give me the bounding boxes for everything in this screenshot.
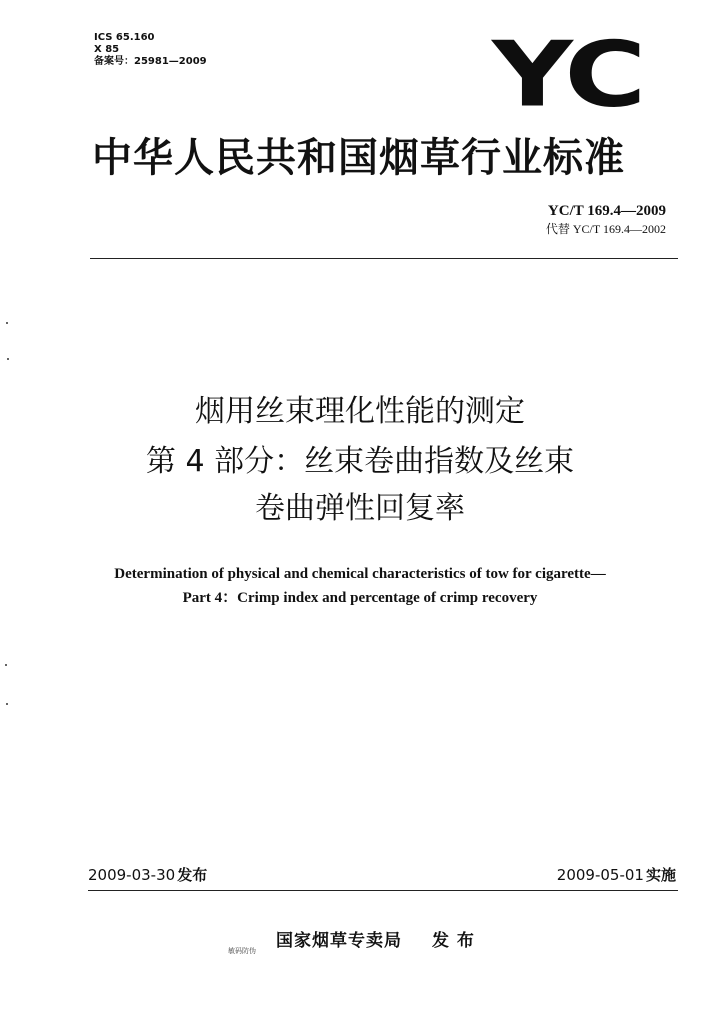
standard-header-title: 中华人民共和国烟草行业标准 <box>92 135 625 181</box>
issuer-action: 发 布 <box>432 931 475 951</box>
issuer-name: 国家烟草专卖局 <box>276 931 402 951</box>
record-number: 备案号：25981—2009 <box>94 56 207 67</box>
replaces-standard: 代替 YC/T 169.4—2002 <box>545 222 666 236</box>
implement-date: 2009-05-01 <box>556 866 644 884</box>
implement-date-line <box>557 864 676 885</box>
publish-date: 2009-03-30 <box>88 866 176 884</box>
yc-logo: YC <box>492 22 642 128</box>
scan-speck <box>6 322 8 324</box>
title-en-line-1: Determination of physical and chemical characteristics of tow for cigarette— <box>114 566 606 582</box>
title-cn-line-1: 烟用丝束理化性能的测定 <box>195 394 525 429</box>
top-divider <box>90 258 678 259</box>
classification-block <box>94 32 207 68</box>
title-cn-line-3: 卷曲弹性回复率 <box>255 491 465 526</box>
scan-speck <box>6 703 8 705</box>
implement-label: 实施 <box>645 866 676 884</box>
title-cn-line-2: 第 4 部分：丝束卷曲指数及丝束 <box>145 444 575 479</box>
scan-speck <box>5 664 7 666</box>
bottom-divider <box>88 890 678 891</box>
standard-number: YC/T 169.4—2009 <box>547 203 666 219</box>
publish-date-line <box>88 864 207 885</box>
issuer-line <box>276 926 475 951</box>
scan-speck <box>7 358 9 360</box>
ics-code: ICS 65.160 <box>94 32 155 43</box>
anti-counterfeit-stamp: 敏码防伪 <box>228 947 256 955</box>
title-en-line-2: Part 4：Crimp index and percentage of crimp recovery <box>182 590 538 606</box>
class-code: X 85 <box>94 44 120 55</box>
publish-label: 发布 <box>177 866 208 884</box>
